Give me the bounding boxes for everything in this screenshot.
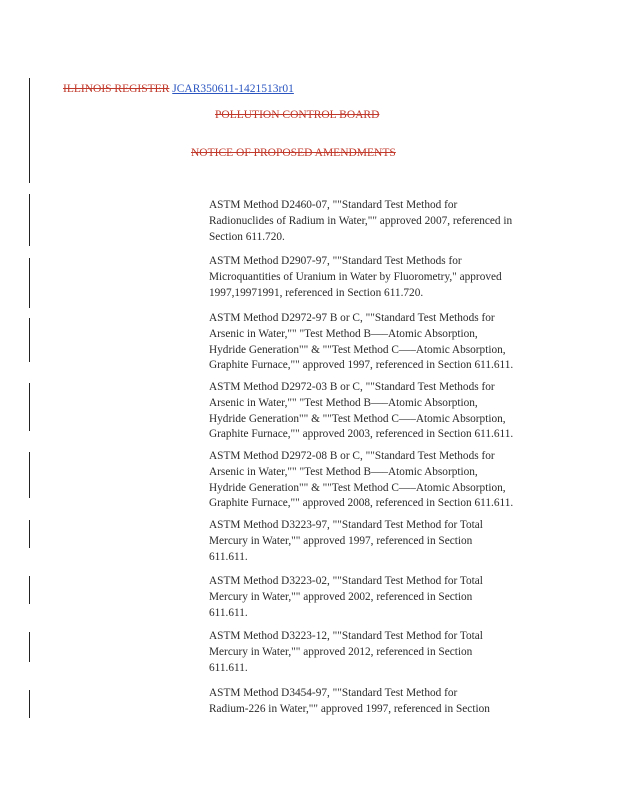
entry-line: ASTM Method D2907-97, ""Standard Test Methods for [209,255,462,267]
entry-line: Hydride Generation"" & ""Test Method C—–Atomic Absorption, [209,343,506,356]
entry-line: Section 611.720. [209,230,285,243]
astm-entry-d2907-97 [209,254,549,301]
entry-line: Hydride Generation"" & ""Test Method C—–Atomic Absorption, [209,412,506,425]
entry-line: Mercury in Water,"" approved 2012, referenced in Section [209,645,473,658]
entry-line: Hydride Generation"" & ""Test Method C—–Atomic Absorption, [209,481,506,494]
entry-line: ASTM Method D3223-02, ""Standard Test Method for Total [209,575,483,587]
astm-entry-d2460-07 [209,198,549,245]
change-bar [29,632,30,662]
entry-line: ASTM Method D3223-97, ""Standard Test Method for Total [209,519,483,531]
register-header [63,82,294,96]
astm-entry-d3454-97 [209,686,549,718]
change-bar [29,78,30,183]
astm-entry-d2972-03 [209,380,549,443]
astm-entry-d2972-08 [209,449,549,512]
entry-line: ASTM Method D3454-97, ""Standard Test Method for [209,687,458,699]
entry-line: Graphite Furnace,"" approved 2008, referenced in Section 611.611. [209,497,514,510]
entry-line: Radionuclides of Radium in Water,"" approved 2007, referenced in [209,214,513,227]
entry-line: ASTM Method D2972-08 B or C, ""Standard Test Methods for [209,450,495,462]
change-bar [29,576,30,604]
entry-line: ASTM Method D2460-07, ""Standard Test Method for [209,199,458,211]
entry-line: ASTM Method D2972-03 B or C, ""Standard Test Methods for [209,381,495,393]
entry-line: Mercury in Water,"" approved 2002, referenced in Section [209,590,473,603]
entry-line: 611.611. [209,606,248,619]
entry-line: Arsenic in Water,"" "Test Method B—–Atomic Absorption, [209,465,478,478]
entry-line: 611.611. [209,661,248,674]
change-bar [29,258,30,308]
change-bar [29,690,30,718]
change-bar [29,383,30,431]
change-bar [29,194,30,246]
board-header: POLLUTION CONTROL BOARD [215,109,380,121]
register-deleted-text: ILLINOIS REGISTER [63,83,170,95]
change-bar [29,452,30,498]
register-inserted-text: JCAR350611-1421513r01 [172,83,294,95]
astm-entry-d3223-12 [209,629,549,676]
entry-line: 611.611. [209,550,248,563]
entry-line: Graphite Furnace,"" approved 1997, referenced in Section 611.611. [209,359,514,372]
entry-line: ASTM Method D3223-12, ""Standard Test Method for Total [209,630,483,642]
entry-line: Radium-226 in Water,"" approved 1997, referenced in Section [209,702,490,715]
entry-line: 1997,19971991, referenced in Section 611.720. [209,286,424,299]
astm-entry-d2972-97 [209,311,549,374]
entry-line: Microquantities of Uranium in Water by Fluorometry," approved [209,270,502,283]
notice-header: NOTICE OF PROPOSED AMENDMENTS [191,147,396,159]
change-bar [29,520,30,548]
entry-line: Arsenic in Water,"" "Test Method B—–Atomic Absorption, [209,396,478,409]
entry-line: ASTM Method D2972-97 B or C, ""Standard Test Methods for [209,312,495,324]
astm-entry-d3223-02 [209,574,549,621]
astm-entry-d3223-97 [209,518,549,565]
entry-line: Mercury in Water,"" approved 1997, referenced in Section [209,534,473,547]
entry-line: Graphite Furnace,"" approved 2003, referenced in Section 611.611. [209,428,514,441]
entry-line: Arsenic in Water,"" "Test Method B—–Atomic Absorption, [209,327,478,340]
change-bar [29,318,30,362]
